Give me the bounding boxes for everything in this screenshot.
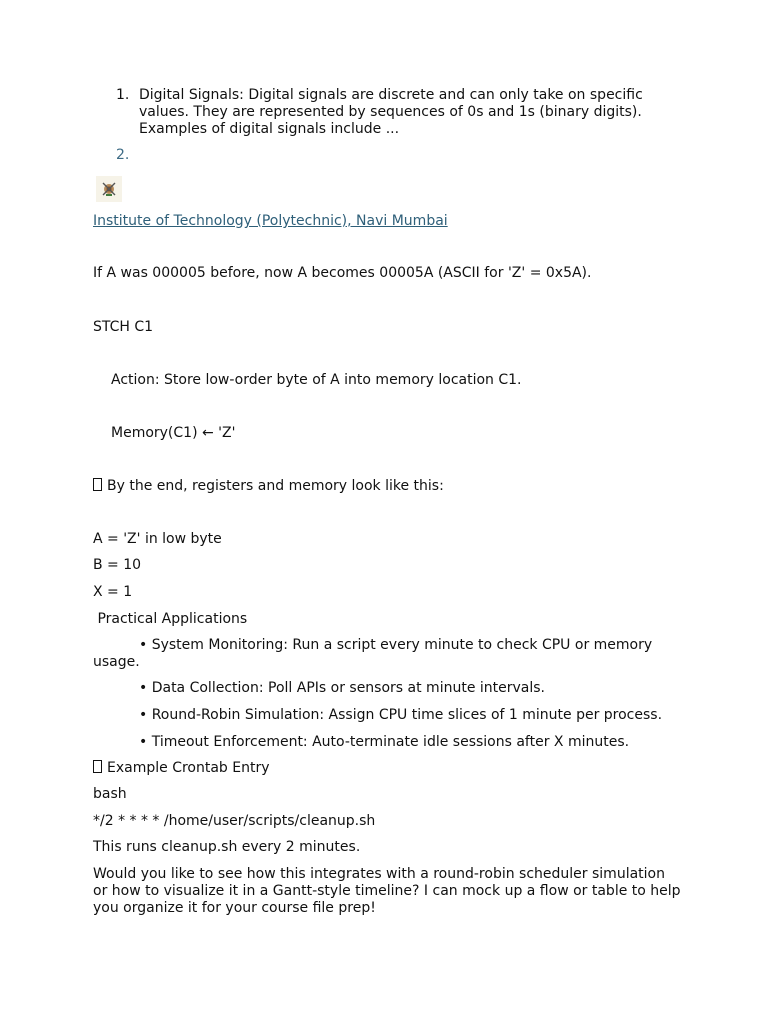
bullet-round-robin: • Round-Robin Simulation: Assign CPU time slices of 1 minute per process. <box>139 707 663 723</box>
list-item-digital-signals: Digital Signals: Digital signals are discrete and can only take on specific values. They are represented by sequences of 0s and 1s (binary digits). Examples of digital signals include ... <box>139 87 643 137</box>
crontab-heading-line <box>93 760 270 777</box>
bash-label: bash <box>93 786 127 802</box>
practical-applications-heading: Practical Applications <box>93 611 248 627</box>
memory-assignment: Memory(C1) ← 'Z' <box>111 425 236 441</box>
cron-explanation: This runs cleanup.sh every 2 minutes. <box>93 839 361 855</box>
bullet-system-monitoring: • System Monitoring: Run a script every minute to check CPU or memory <box>139 637 653 653</box>
list-number-2: 2. <box>116 147 130 163</box>
institute-seal-icon <box>96 176 122 202</box>
register-a: A = 'Z' in low byte <box>93 531 222 547</box>
closing-paragraph: Would you like to see how this integrates with a round-robin scheduler simulation or how to visualize it in a Gantt-style timeline? I can mock up a flow or table to help you organize it for your course file prep! <box>93 866 681 916</box>
bullet-timeout: • Timeout Enforcement: Auto-terminate idle sessions after X minutes. <box>139 734 630 750</box>
end-state-text: By the end, registers and memory look like this: <box>107 478 444 494</box>
crontab-heading: Example Crontab Entry <box>107 760 270 776</box>
instruction-stch: STCH C1 <box>93 319 154 335</box>
bullet-system-monitoring-cont: usage. <box>93 654 140 670</box>
cron-line: */2 * * * * /home/user/scripts/cleanup.sh <box>93 813 376 829</box>
list-number-1: 1. <box>116 87 130 103</box>
register-x: X = 1 <box>93 584 133 600</box>
register-b: B = 10 <box>93 557 142 573</box>
missing-glyph-icon <box>93 760 102 773</box>
ascii-note: If A was 000005 before, now A becomes 00005A (ASCII for 'Z' = 0x5A). <box>93 265 592 281</box>
action-description: Action: Store low-order byte of A into memory location C1. <box>111 372 522 388</box>
bullet-data-collection: • Data Collection: Poll APIs or sensors at minute intervals. <box>139 680 546 696</box>
end-state-line <box>93 478 444 495</box>
missing-glyph-icon <box>93 478 102 491</box>
institute-link[interactable]: Institute of Technology (Polytechnic), Navi Mumbai <box>93 213 448 229</box>
